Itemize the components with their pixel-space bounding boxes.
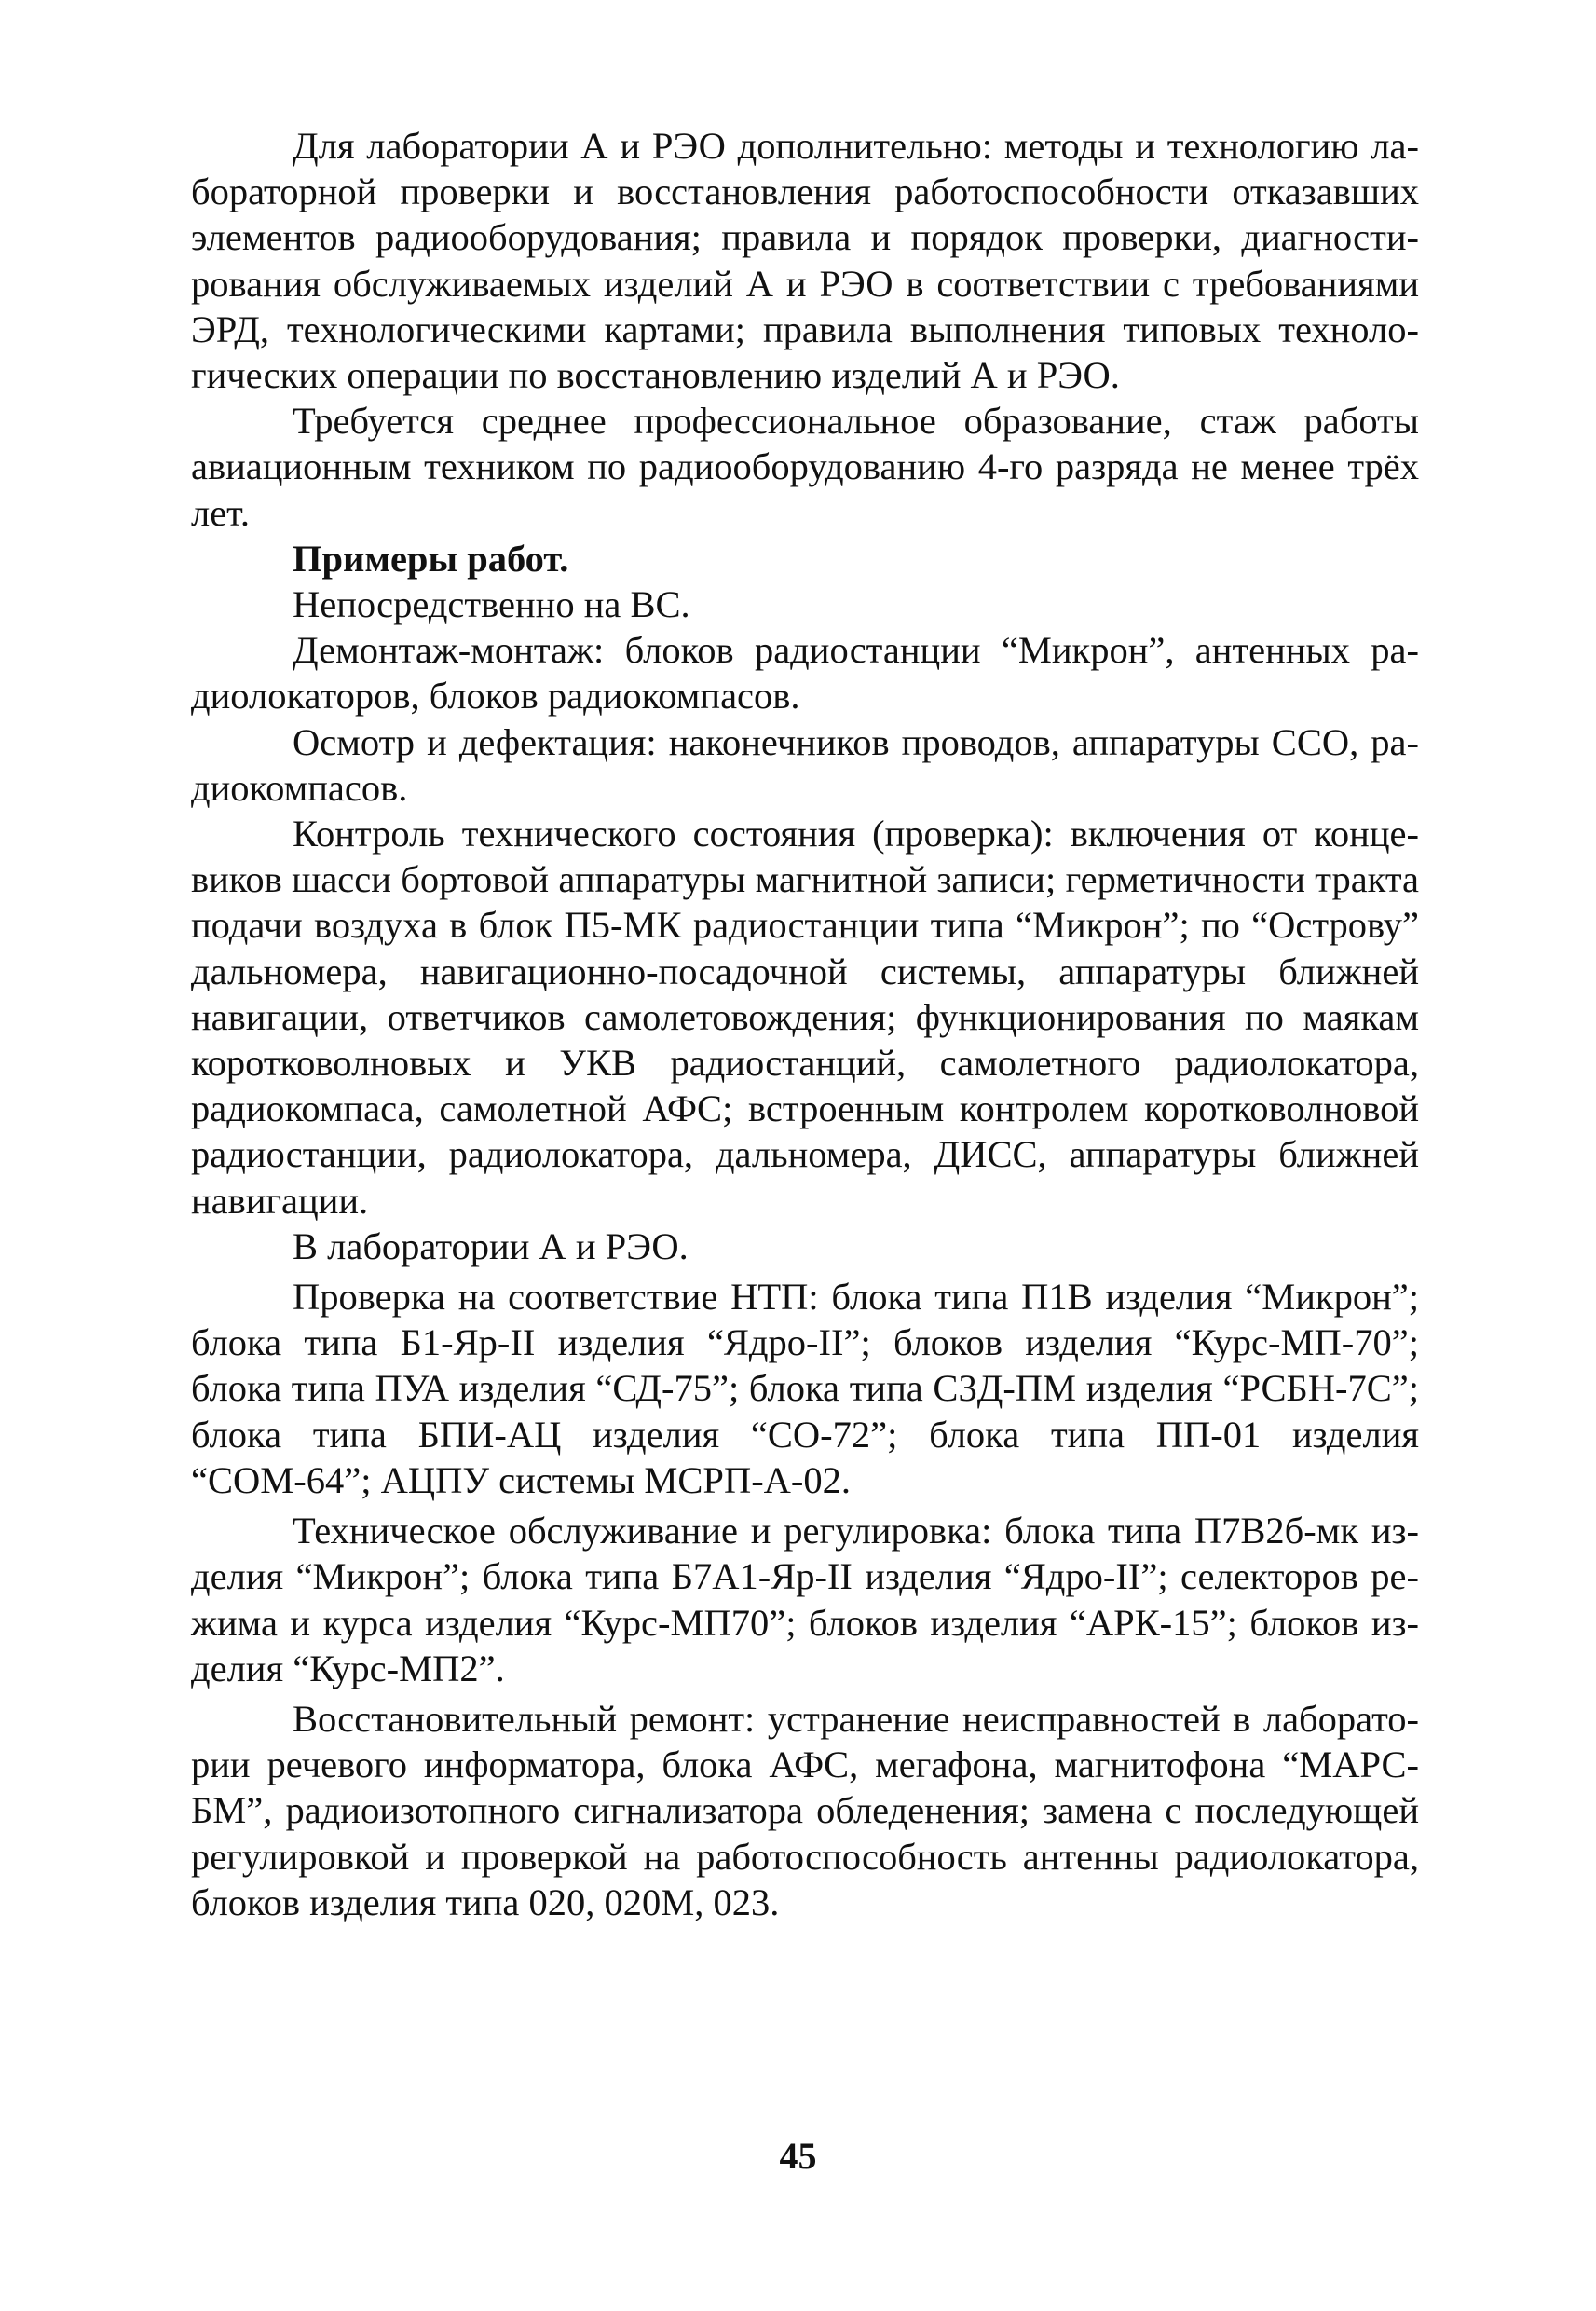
paragraph-ntp-check: Проверка на соответствие НТП: блока типа П1В изделия “Микрон”; блока типа Б1-Яр-II изделия “Ядро-II”; блоков изделия “Курс-МП-70”; блока типа ПУА изделия “СД-75”; блока типа С3Д-ПМ изделия “РСБН-7С”; блока типа БПИ-АЦ изделия “СО-72”; блока типа ПП-01 изделия “СОМ-64”; АЦПУ системы МСРП-А-02. (191, 1276, 1419, 1501)
paragraph-technical-control: Контроль технического состояния (проверка): включения от концевиков шасси бортовой аппаратуры магнитной записи; герметичности тракта подачи воздуха в блок П5-МК радиостанции типа “Микрон”; по “Острову” дальномера, навигационно-посадочной системы, аппаратуры ближней навигации, ответчиков самолетовождения; функционирования по маякам коротковолновых и УКВ радиостанций, самолетного радиолокатора, радиокомпаса, самолетной АФС; встроенным контролем коротковолновой радиостанции, радиолокатора, дальномера, ДИСС, аппаратуры ближней навигации. (191, 813, 1419, 1222)
section-heading-work-examples: Примеры работ. (293, 537, 569, 580)
paragraph-dismount-mount: Демонтаж-монтаж: блоков радиостанции “Микрон”, антенных радиолокаторов, блоков радиокомпасов. (191, 629, 1419, 718)
paragraph-education-requirements: Требуется среднее профессиональное образование, стаж работы авиационным техником по радиооборудованию 4-го разряда не менее трёх лет. (191, 400, 1419, 534)
subheading-in-laboratory: В лаборатории А и РЭО. (293, 1224, 689, 1267)
paragraph-inspection: Осмотр и дефектация: наконечников проводов, аппаратуры ССО, радиокомпасов. (191, 720, 1419, 809)
paragraph-restoration-repair: Восстановительный ремонт: устранение неисправностей в лаборатории речевого информатора, блока АФС, мегафона, магнитофона “МАРС-БМ”, радиоизотопного сигнализатора обледенения; замена с последующей регулировкой и проверкой на работоспособность антенны радиолокатора, блоков изделия типа 020, 020М, 023. (191, 1697, 1419, 1923)
body-text (191, 123, 1419, 1925)
page-number: 45 (779, 2135, 817, 2177)
paragraph-maintenance-adjustment: Техническое обслуживание и регулировка: блока типа П7В2б-мк изделия “Микрон”; блока типа Б7А1-Яр-II изделия “Ядро-II”; селекторов режима и курса изделия “Курс-МП70”; блоков изделия “АРК-15”; блоков изделия “Курс-МП2”. (191, 1510, 1419, 1689)
subheading-on-aircraft: Непосредственно на ВС. (293, 583, 690, 626)
paragraph-lab-requirements: Для лаборатории А и РЭО дополнительно: методы и технологию лабораторной проверки и восстановления работоспособности отказавших элементов радиооборудования; правила и порядок проверки, диагностирования обслуживаемых изделий А и РЭО в соответствии с требованиями ЭРД, технологическими картами; правила выполнения типовых технологических операции по восстановлению изделий А и РЭО. (191, 125, 1419, 397)
